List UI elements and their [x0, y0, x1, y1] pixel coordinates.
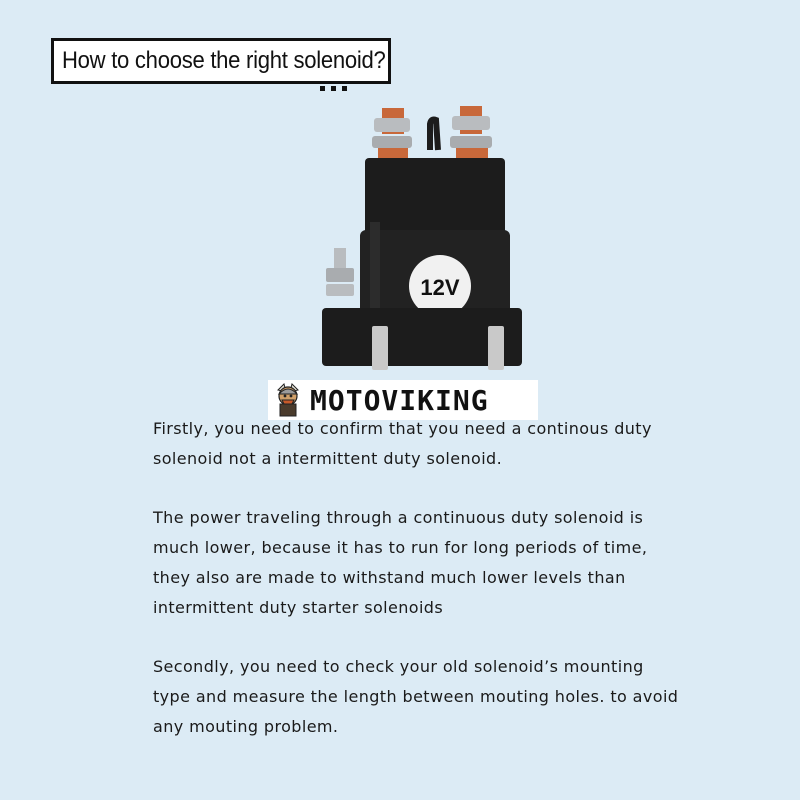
headline-box	[51, 38, 391, 84]
paragraph-1-line-2: solenoid not a intermittent duty solenoid.	[153, 449, 503, 468]
body-text	[153, 414, 713, 742]
terminal-left	[372, 108, 412, 160]
paragraph-1-line-1: Firstly, you need to confirm that you need a continous duty	[153, 419, 652, 438]
headline: How to choose the right solenoid?	[62, 47, 386, 74]
badge-label: 12V	[420, 275, 460, 300]
paragraph-2-line-3: they also are made to withstand much lower levels than	[153, 568, 626, 587]
paragraph-2-line-2: much lower, because it has to run for long periods of time,	[153, 538, 648, 557]
paragraph-3-line-1: Secondly, you need to check your old solenoid’s mounting	[153, 657, 644, 676]
brand-name: MOTOVIKING	[310, 383, 489, 417]
terminal-right	[450, 106, 492, 160]
paragraph-3-line-3: any mouting problem.	[153, 717, 339, 736]
solenoid-image	[290, 90, 550, 390]
paragraph-2-line-4: intermittent duty starter solenoids	[153, 598, 444, 617]
paragraph-3-line-2: type and measure the length between mouting holes. to avoid	[153, 687, 679, 706]
paragraph-2-line-1: The power traveling through a continuous duty solenoid is	[153, 508, 644, 527]
